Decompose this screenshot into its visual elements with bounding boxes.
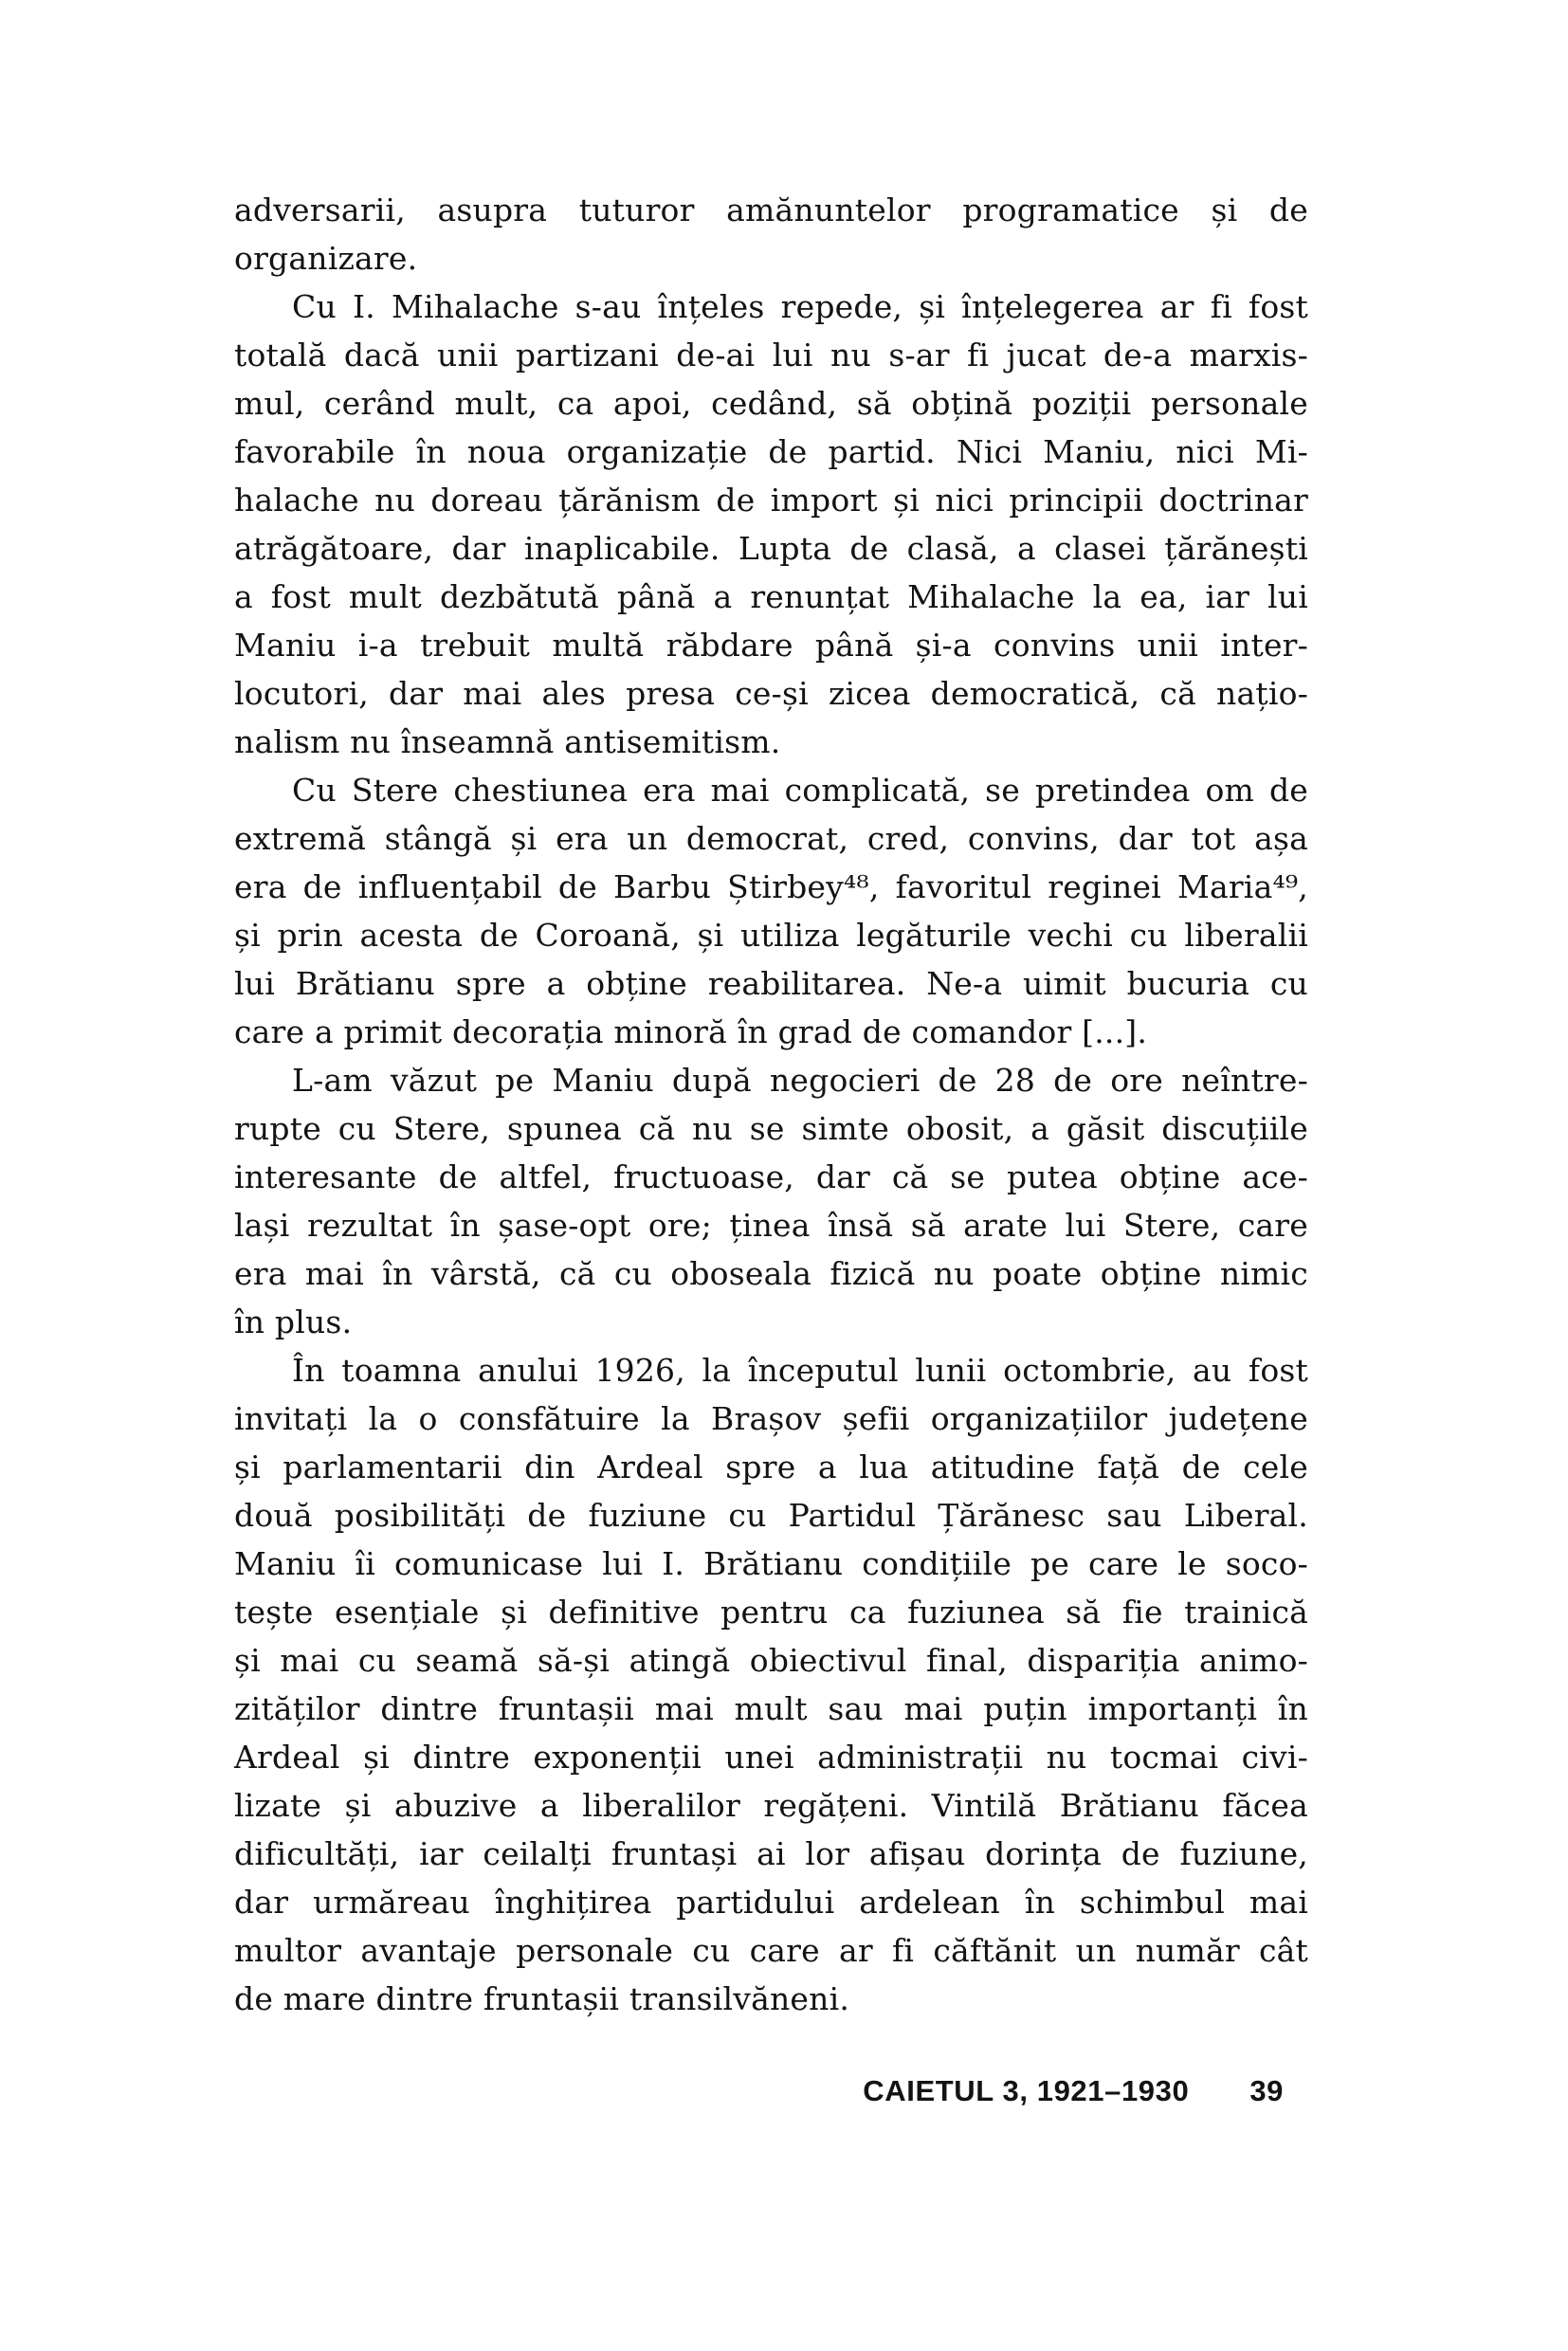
text-line: interesante de altfel, fructuoase, dar că se putea obține ace-	[234, 1158, 1308, 1195]
text-line: invitați la o consfătuire la Brașov șefii organizațiilor județene	[234, 1400, 1308, 1437]
text-line: favorabile în noua organizație de partid. Nici Maniu, nici Mi-	[234, 433, 1308, 470]
page-text-block	[234, 186, 1308, 2023]
text-line: tește esențiale și definitive pentru ca fuziunea să fie trainică	[234, 1594, 1308, 1631]
text-line: totală dacă unii partizani de-ai lui nu s-ar fi jucat de-a marxis-	[234, 337, 1308, 374]
page-number: 39	[1249, 2074, 1284, 2107]
running-footer-title: CAIETUL 3, 1921–1930	[863, 2074, 1190, 2107]
text-line: halache nu doreau țărănism de import și nici principii doctrinar	[234, 482, 1308, 519]
text-line: extremă stângă și era un democrat, cred, convins, dar tot așa	[234, 820, 1308, 857]
text-line: În toamna anului 1926, la începutul lunii octombrie, au fost	[292, 1352, 1308, 1389]
text-line: Cu I. Mihalache s-au înțeles repede, și înțelegerea ar fi fost	[292, 288, 1308, 325]
text-line: locutori, dar mai ales presa ce-și zicea democratică, că națio-	[234, 675, 1308, 712]
text-line: rupte cu Stere, spunea că nu se simte obosit, a găsit discuțiile	[234, 1110, 1308, 1147]
text-line: și prin acesta de Coroană, și utiliza legăturile vechi cu liberalii	[234, 917, 1308, 954]
text-line: lizate și abuzive a liberalilor regățeni. Vintilă Brătianu făcea	[234, 1787, 1308, 1824]
paragraph	[234, 1056, 1308, 1346]
text-line: zităților dintre fruntașii mai mult sau mai puțin importanți în	[234, 1690, 1308, 1727]
paragraph	[234, 1346, 1308, 2023]
text-line: două posibilități de fuziune cu Partidul Țărănesc sau Liberal.	[234, 1497, 1308, 1534]
paragraph	[234, 282, 1308, 766]
text-line: dificultăți, iar ceilalți fruntași ai lor afișau dorința de fuziune,	[234, 1835, 1308, 1872]
page-footer	[863, 2074, 1284, 2108]
text-line: a fost mult dezbătută până a renunțat Mihalache la ea, iar lui	[234, 578, 1308, 615]
text-line: organizare.	[234, 240, 418, 277]
text-line: lași rezultat în șase-opt ore; ținea însă să arate lui Stere, care	[234, 1207, 1308, 1244]
text-line: era de influențabil de Barbu Știrbey⁴⁸, favoritul reginei Maria⁴⁹,	[234, 868, 1308, 905]
text-line: atrăgătoare, dar inaplicabile. Lupta de clasă, a clasei țărănești	[234, 530, 1308, 567]
text-line: L-am văzut pe Maniu după negocieri de 28 de ore neîntre-	[292, 1062, 1308, 1099]
text-line: multor avantaje personale cu care ar fi căftănit un număr cât	[234, 1932, 1308, 1969]
text-line: care a primit decorația minoră în grad de comandor [...].	[234, 1013, 1148, 1050]
text-line: dar urmăreau înghițirea partidului ardelean în schimbul mai	[234, 1884, 1308, 1921]
paragraph	[234, 186, 1308, 282]
text-line: lui Brătianu spre a obține reabilitarea. Ne-a uimit bucuria cu	[234, 965, 1308, 1002]
text-line: adversarii, asupra tuturor amănuntelor programatice și de	[234, 191, 1308, 228]
text-line: și mai cu seamă să-și atingă obiectivul final, dispariția animo-	[234, 1642, 1308, 1679]
text-line: era mai în vârstă, că cu oboseala fizică nu poate obține nimic	[234, 1255, 1308, 1292]
text-line: mul, cerând mult, ca apoi, cedând, să obțină poziții personale	[234, 385, 1308, 422]
text-line: și parlamentarii din Ardeal spre a lua atitudine față de cele	[234, 1449, 1308, 1485]
text-line: Maniu îi comunicase lui I. Brătianu condițiile pe care le soco-	[234, 1545, 1308, 1582]
text-line: Ardeal și dintre exponenții unei administrații nu tocmai civi-	[234, 1739, 1308, 1776]
text-line: Maniu i-a trebuit multă răbdare până și-a convins unii inter-	[234, 627, 1308, 664]
text-line: de mare dintre fruntașii transilvăneni.	[234, 1980, 850, 2017]
paragraph	[234, 766, 1308, 1056]
text-line: Cu Stere chestiunea era mai complicată, se pretindea om de	[292, 772, 1308, 809]
text-line: în plus.	[234, 1303, 353, 1340]
text-line: nalism nu înseamnă antisemitism.	[234, 723, 781, 760]
